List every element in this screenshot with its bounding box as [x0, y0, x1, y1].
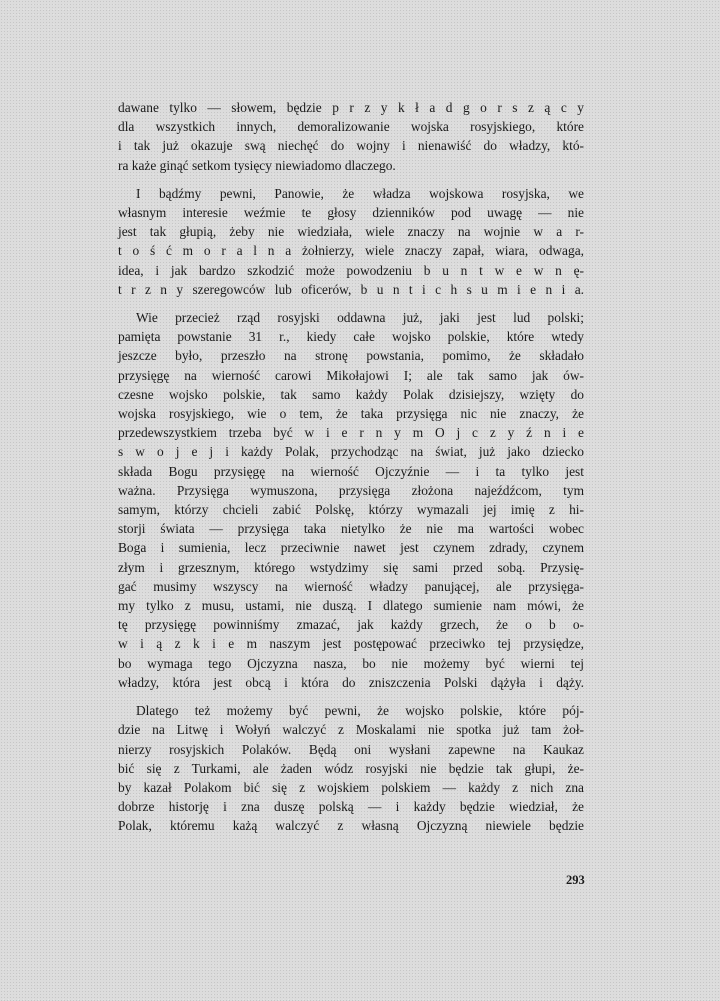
text-line: dawane tylko — słowem, będzie p r z y k ł a d g o r s z ą c y: [118, 100, 584, 115]
paragraph-3: [118, 308, 584, 692]
text-line: samym, którzy chcieli zabić Polskę, którzy wymazali jej imię z hi-: [118, 502, 584, 518]
text-line: s w o j e j i każdy Polak, przychodząc na świat, już jako dziecko: [118, 444, 584, 460]
text-line: ważna. Przysięga wymuszona, przysięga złożona najeźdźcom, tym: [118, 482, 584, 498]
text-line: Dlatego też możemy być pewni, że wojsko polskie, które pój-: [136, 703, 584, 719]
text-line: by kazał Polakom bić się z wojskiem polskiem — każdy z nich zna: [118, 779, 584, 795]
text-line: wojska rosyjskiego, wie o tem, że taka przysięga nic nie znaczy, że: [118, 406, 584, 422]
text-line: złym i grzesznym, którego wstydzimy się sami przed sobą. Przysię-: [118, 559, 584, 575]
page-number: 293: [566, 873, 585, 887]
text-line: Polak, któremu każą walczyć z własną Ojczyzną niewiele będzie: [118, 818, 584, 834]
text-line: czesne wojsko polskie, tak samo każdy Polak dzisiejszy, wzięty do: [118, 386, 584, 402]
paragraph-1: [118, 98, 584, 175]
paragraph-4: [118, 701, 584, 835]
text-line: Wie przecież rząd rosyjski oddawna już, jaki jest lud polski;: [136, 310, 584, 326]
text-line: idea, i jak bardzo szkodzić może powodzeniu b u n t w e w n ę-: [118, 262, 584, 278]
text-line: własnym interesie weźmie te głosy dzienników pod uwagę — nie: [118, 205, 584, 221]
text-line: dobrze historję i zna duszę polską — i każdy będzie wiedział, że: [118, 799, 584, 815]
text-line: bo wymaga tego Ojczyzna nasza, bo nie możemy być wierni tej: [118, 655, 584, 671]
body-text: [118, 98, 584, 836]
text-line: jeszcze było, przeszło na stronę powstania, pomimo, że składało: [118, 348, 584, 364]
text-line: władzy, która jest obcą i która do zniszczenia Polski dążyła i dąży.: [118, 674, 584, 690]
text-line: w i ą z k i e m naszym jest postępować przeciwko tej przysiędze,: [118, 636, 584, 652]
text-line: pamięta powstanie 31 r., kiedy całe wojsko polskie, które wtedy: [118, 329, 584, 345]
text-line: my tylko z musu, ustami, nie duszą. I dlatego sumienie nam mówi, że: [118, 598, 584, 614]
text-line: jest tak głupią, żeby nie wiedziała, wiele znaczy na wojnie w a r-: [118, 224, 584, 240]
text-line: ra każe ginąć setkom tysięcy niewiadomo dlaczego.: [118, 157, 396, 173]
text-line: przedewszystkiem trzeba być w i e r n y m O j c z y ź n i e: [118, 425, 584, 441]
paragraph-2: [118, 184, 584, 299]
text-line: przysięgę na wierność carowi Mikołajowi I; ale tak samo jak ów-: [118, 367, 584, 383]
text-line: t o ś ć m o r a l n a żołnierzy, wiele znaczy zapał, wiara, odwaga,: [118, 243, 584, 259]
text-line: dzie na Litwę i Wołyń walczyć z Moskalami nie spotka już tam żoł-: [118, 722, 584, 738]
text-line: storji świata — przysięga taka nietylko że nie ma wartości wobec: [118, 521, 584, 537]
text-line: gać musimy wszyscy na wierność władzy panującej, ale przysięga-: [118, 578, 584, 594]
text-line: bić się z Turkami, ale żaden wódz rosyjski nie będzie tak głupi, że-: [118, 760, 584, 776]
text-line: nierzy rosyjskich Polaków. Będą oni wysłani zapewne na Kaukaz: [118, 741, 584, 757]
text-line: składa Bogu przysięgę na wierność Ojczyźnie — i ta tylko jest: [118, 463, 584, 479]
text-line: i tak już okazuje swą niechęć do wojny i nienawiść do władzy, któ-: [118, 138, 584, 154]
text-line: dla wszystkich innych, demoralizowanie wojska rosyjskiego, które: [118, 119, 584, 135]
text-line: tę przysięgę powinniśmy zmazać, jak każdy grzech, że o b o-: [118, 617, 584, 633]
text-line: t r z n y szeregowców lub oficerów, b u n t i c h s u m i e n i a.: [118, 281, 584, 297]
text-line: Boga i sumienia, lecz przeciwnie nawet jest czynem zdrady, czynem: [118, 540, 584, 556]
text-line: I bądźmy pewni, Panowie, że władza wojskowa rosyjska, we: [136, 185, 584, 201]
